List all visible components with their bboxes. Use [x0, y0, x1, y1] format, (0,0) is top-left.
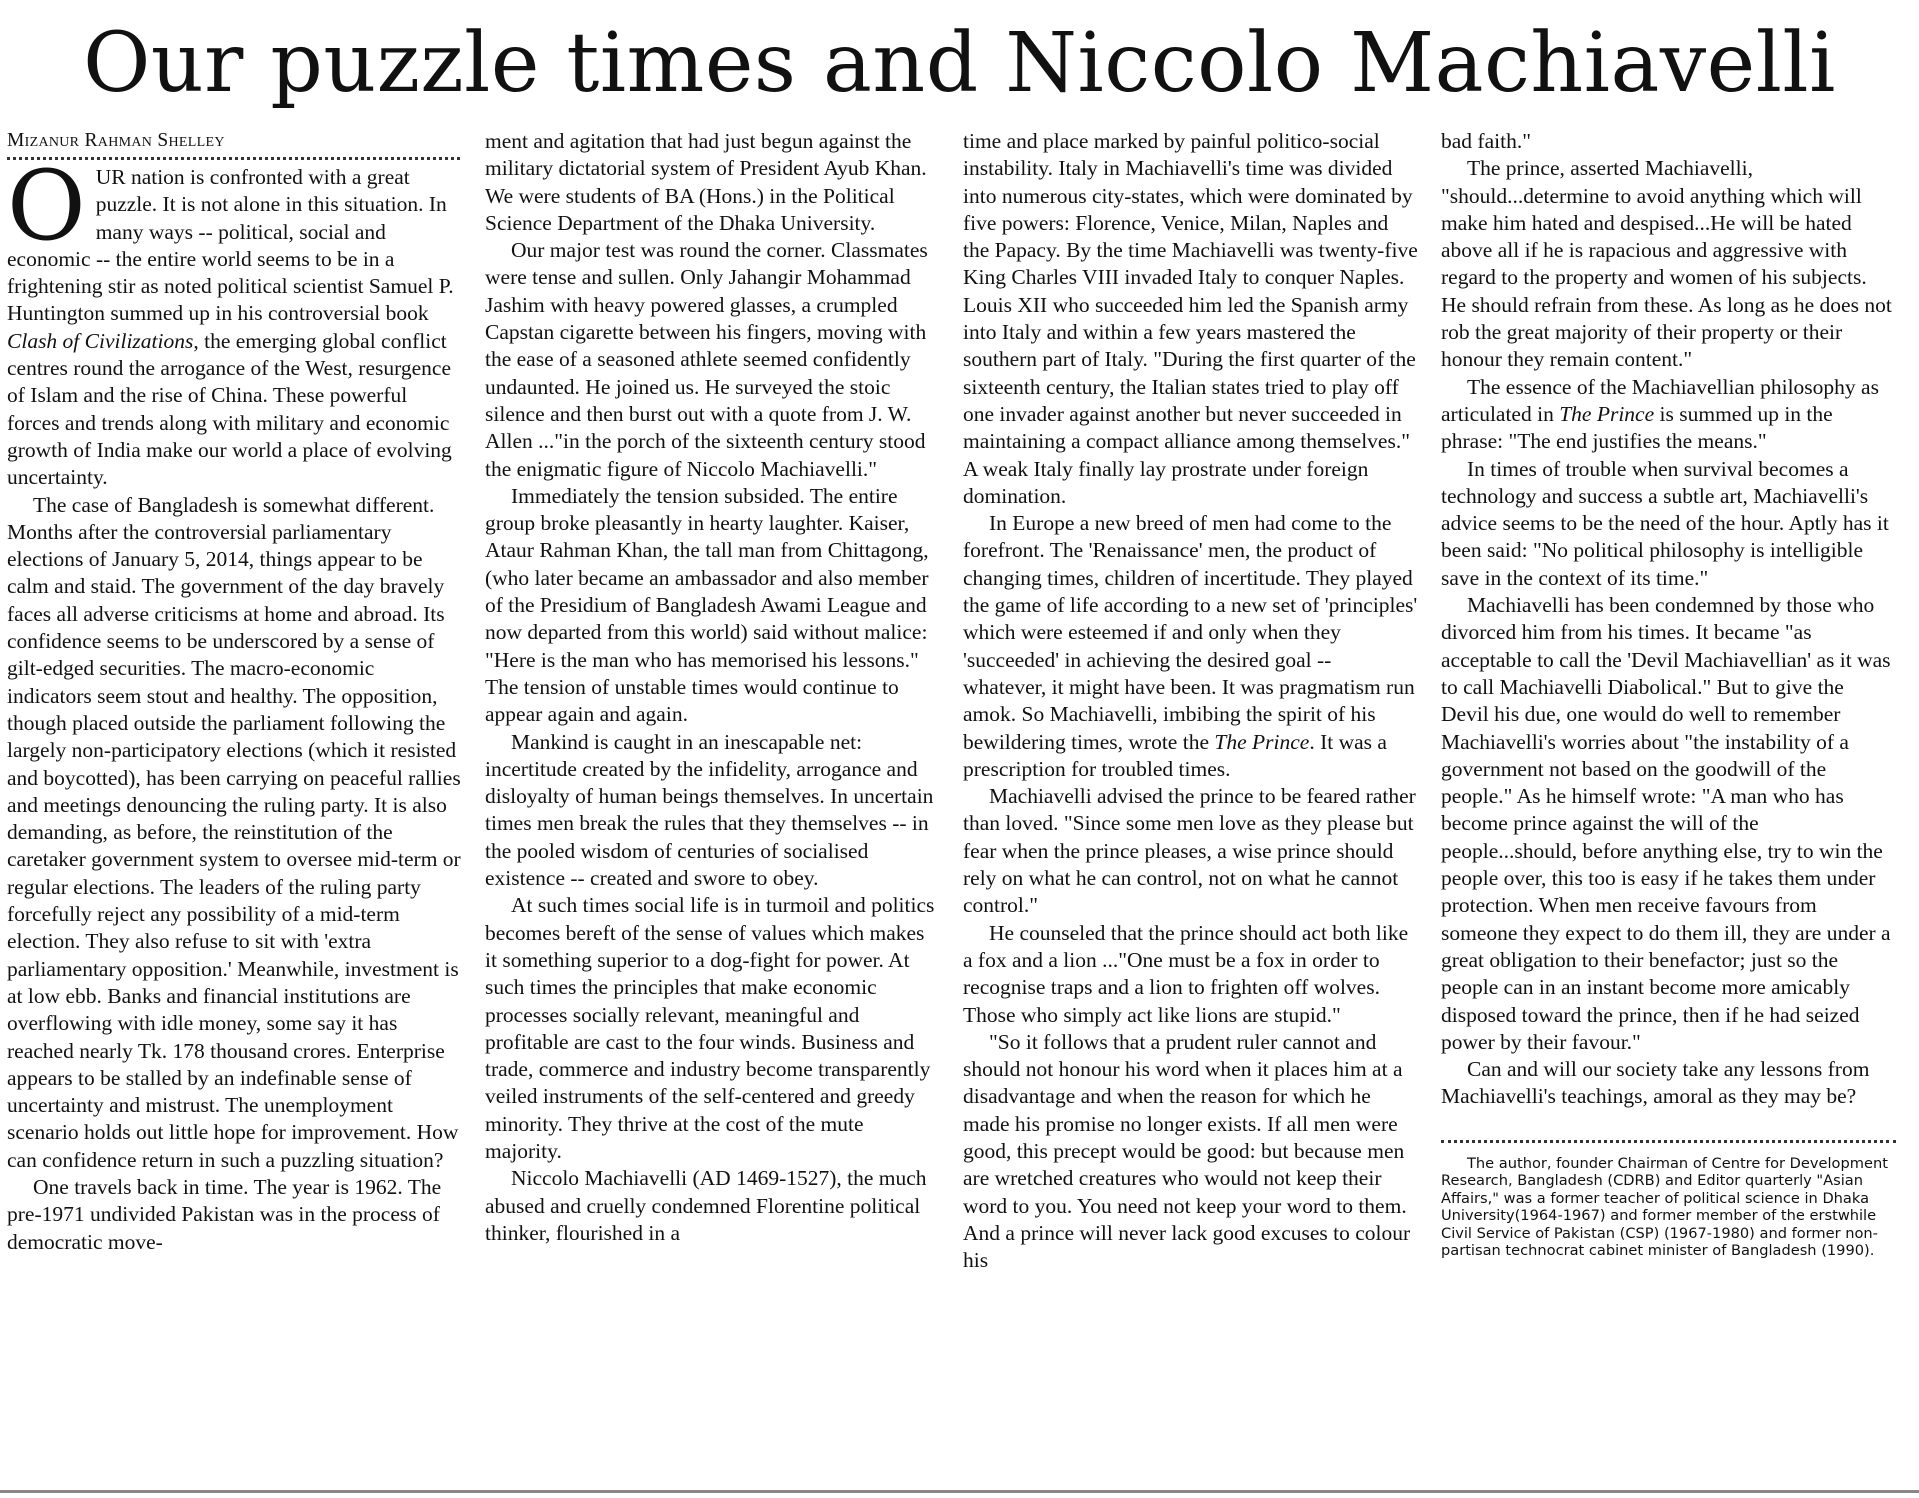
paragraph: "So it follows that a prudent ruler cannot and should not honour his word when it places him at a disadvantage and when the reason for which he made his promise no longer exists. If all men were good, this precept would be good: but because men are wretched creatures who would not keep their word to you. You need not keep your word to them. And a prince will never lack good excuses to colour his	[963, 1029, 1411, 1273]
paragraph: He counseled that the prince should act both like a fox and a lion ..."One must be a fox in order to recognise traps and a lion to frighten off wolves. Those who simply act like lions are stupid."	[963, 920, 1409, 1027]
author-note: The author, founder Chairman of Centre for Development Research, Bangladesh (CDRB) and Editor quarterly "Asian Affairs," was a former teacher of political science in Dhaka University(1964-1967) and former member of the erstwhile Civil Service of Pakistan (CSP) (1967-1980) and former non-partisan technocrat cabinet minister of Bangladesh (1990).	[1441, 1154, 1888, 1260]
drop-cap: O	[7, 150, 86, 262]
column-2	[485, 128, 940, 1478]
column-4	[1441, 128, 1896, 1478]
paragraph: Niccolo Machiavelli (AD 1469-1527), the much abused and cruelly condemned Florentine political thinker, flourished in a	[485, 1166, 927, 1245]
paragraph: The case of Bangladesh is somewhat different. Months after the controversial parliamentary elections of January 5, 2014, things appear to be calm and staid. The government of the day bravely faces all adverse criticisms at home and abroad. Its confidence seems to be underscored by a sense of gilt-edged securities. The macro-economic indicators seem stout and healthy. The opposition, though placed outside the parliament following the largely non-participatory elections (which it resisted and boycotted), has been carrying on peaceful rallies and meetings denouncing the ruling party. It is also demanding, as before, the reinstitution of the caretaker government system to oversee mid-term or regular elections. The leaders of the ruling party forcefully reject any possibility of a mid-term election. They also refuse to sit with 'extra parliamentary opposition.' Meanwhile, investment is at low ebb. Banks and financial institutions are overflowing with idle money, some say it has reached nearly Tk. 178 thousand crores. Enterprise appears to be stalled by an indefinable sense of uncertainty and mistrust. The unemployment scenario holds out little hope for improvement. How can confidence return in such a puzzling situation?	[7, 492, 461, 1172]
book-title: The Prince	[1559, 401, 1655, 426]
author-note-divider	[1441, 1139, 1896, 1143]
column-1	[7, 128, 462, 1478]
book-title: Clash of Civilizations	[7, 328, 194, 353]
column-3	[963, 128, 1418, 1478]
paragraph: At such times social life is in turmoil and politics becomes bereft of the sense of values which makes it something superior to a dog-fight for power. At such times the principles that make economic processes socially relevant, meaningful and profitable are cast to the four winds. Business and trade, commerce and industry become transparently veiled instruments of the self-centered and greedy minority. They thrive at the cost of the mute majority.	[485, 893, 935, 1163]
paragraph: Mankind is caught in an inescapable net: incertitude created by the infidelity, arrogance and disloyalty of human beings themselves. In uncertain times men break the rules that they themselves -- in the pooled wisdom of centuries of socialised existence -- created and swore to obey.	[485, 729, 934, 891]
paragraph: The prince, asserted Machiavelli, "should...determine to avoid anything which will make him hated and despised...He will be hated above all if he is rapacious and aggressive with regard to the property and women of his subjects. He should refrain from these. As long as he does not rob the great majority of their property or their honour they remain content."	[1441, 156, 1892, 372]
paragraph: bad faith."	[1441, 129, 1531, 153]
byline: Mizanur Rahman Shelley	[7, 130, 225, 151]
paragraph: Machiavelli has been condemned by those who divorced him from his times. It became "as acceptable to call the 'Devil Machiavellian' as it was to call Machiavelli Diabolical." But to give the Devil his due, one would do well to remember Machiavelli's worries about "the instability of a government not based on the goodwill of the people." As he himself wrote: "A man who has become prince against the will of the people...should, before anything else, try to win the people over, this too is easy if he takes them under protection. When men receive favours from someone they expect to do them ill, they are under a great obligation to their benefactor; just so the people can in an instant become more amicably disposed toward the prince, then if he had seized power by their favour."	[1441, 593, 1891, 1054]
book-title: The Prince	[1214, 729, 1310, 754]
paragraph: time and place marked by painful politico-social instability. Italy in Machiavelli's time was divided into numerous city-states, which were dominated by five powers: Florence, Venice, Milan, Naples and the Papacy. By the time Machiavelli was twenty-five King Charles VIII invaded Italy to conquer Naples. Louis XII who succeeded him led the Spanish army into Italy and within a few years mastered the southern part of Italy. "During the first quarter of the sixteenth century, the Italian states tried to play off one invader against another but never succeeded in maintaining a compact alliance among themselves." A weak Italy finally lay prostrate under foreign domination.	[963, 129, 1418, 508]
paragraph: Machiavelli advised the prince to be feared rather than loved. "Since some men love as they please but fear when the prince pleases, a wise prince should rely on what he can control, not on what he cannot control."	[963, 784, 1416, 918]
paragraph: One travels back in time. The year is 1962. The pre-1971 undivided Pakistan was in the process of democratic move-	[7, 1174, 442, 1254]
paragraph: In Europe a new breed of men had come to the forefront. The 'Renaissance' men, the product of changing times, children of incertitude. They played the game of life according to a new set of 'principles' which were esteemed if and only when they 'succeeded' in achieving the desired goal -- whatever, it might have been. It was pragmatism run amok. So Machiavelli, imbibing the spirit of his bewildering times, wrote the The Prince. It was a prescription for troubled times.	[963, 511, 1418, 781]
paragraph: In times of trouble when survival becomes a technology and success a subtle art, Machiavelli's advice seems to be the need of the hour. Aptly has it been said: "No political philosophy is intelligible save in the context of its time."	[1441, 456, 1889, 590]
paragraph: Our major test was round the corner. Classmates were tense and sullen. Only Jahangir Mohammad Jashim with heavy powered glasses, a crumpled Capstan cigarette between his fingers, moving with the ease of a seasoned athlete seemed confidently undaunted. He joined us. He surveyed the stoic silence and then burst out with a quote from J. W. Allen ..."in the porch of the sixteenth century stood the enigmatic figure of Niccolo Machiavelli."	[485, 238, 928, 481]
headline: Our puzzle times and Niccolo Machiavelli	[83, 16, 1836, 111]
paragraph: Can and will our society take any lessons from Machiavelli's teachings, amoral as they may be?	[1441, 1057, 1870, 1109]
paragraph: The essence of the Machiavellian philosophy as articulated in The Prince is summed up in the phrase: "The end justifies the means."	[1441, 374, 1879, 454]
paragraph: ment and agitation that had just begun against the military dictatorial system of President Ayub Khan. We were students of BA (Hons.) in the Political Science Department of the Dhaka University.	[485, 129, 927, 235]
bottom-rule	[0, 1490, 1919, 1493]
paragraph: OUR nation is confronted with a great puzzle. It is not alone in this situation. In many ways -- political, social and economic -- the entire world seems to be in a frightening stir as noted political scientist Samuel P. Huntington summed up in his controversial book Clash of Civilizations, the emerging global conflict centres round the arrogance of the West, resurgence of Islam and the rise of China. These powerful forces and trends along with military and economic growth of India make our world a place of evolving uncertainty.	[7, 150, 454, 490]
paragraph: Immediately the tension subsided. The entire group broke pleasantly in hearty laughter. Kaiser, Ataur Rahman Khan, the tall man from Chittagong, (who later became an ambassador and also member of the Presidium of Bangladesh Awami League and now departed from this world) said without malice: "Here is the man who has memorised his lessons." The tension of unstable times would continue to appear again and again.	[485, 483, 929, 727]
